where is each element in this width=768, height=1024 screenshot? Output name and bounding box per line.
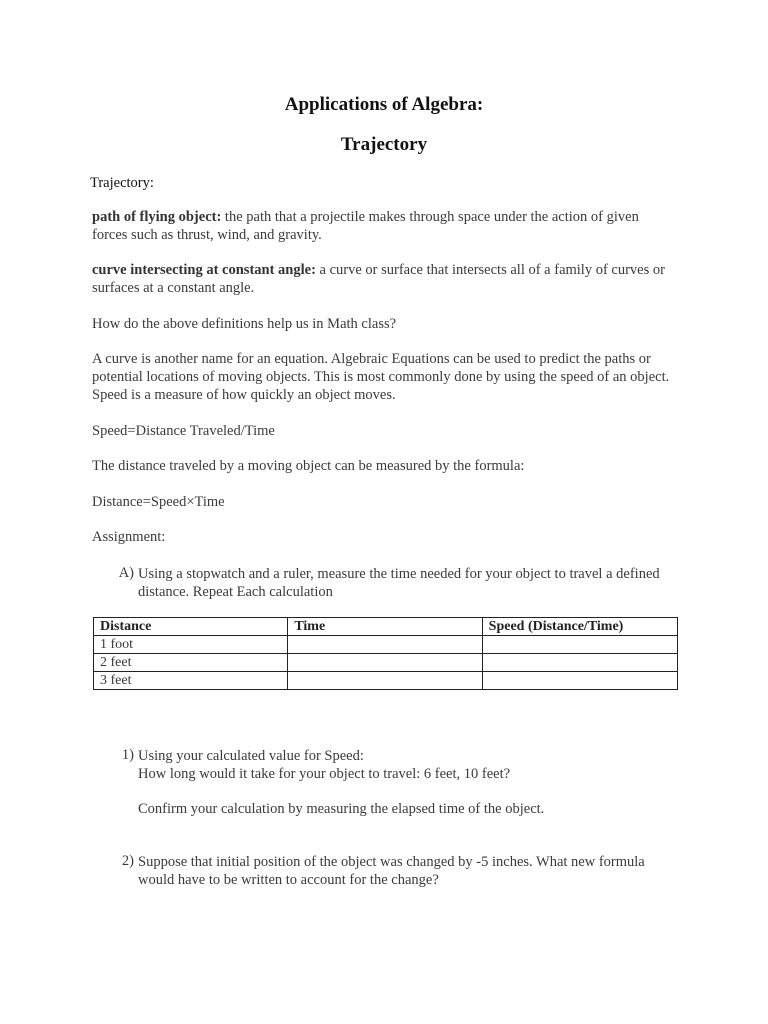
section-heading: Trajectory:	[90, 175, 154, 191]
table-header-distance: Distance	[94, 618, 288, 636]
table-row	[94, 672, 678, 690]
table-cell-speed	[482, 672, 677, 690]
definition-2-term: curve intersecting at constant angle:	[92, 262, 316, 278]
table-header-speed: Speed (Distance/Time)	[482, 618, 677, 636]
table-header-time: Time	[288, 618, 482, 636]
item-a-text: Using a stopwatch and a ruler, measure the time needed for your object to travel a defined distance. Repeat Each calculation	[138, 566, 660, 600]
table-cell-distance: 3 feet	[94, 672, 288, 690]
item-1-line-1: Using your calculated value for Speed:	[138, 748, 364, 764]
item-1-marker: 1)	[121, 747, 134, 763]
table-cell-time	[288, 636, 482, 654]
definition-1-text: the path that a projectile makes through space under the action of given forces such as thrust, wind, and gravity.	[92, 209, 639, 243]
table-cell-time	[288, 654, 482, 672]
table-cell-speed	[482, 636, 677, 654]
item-1-line-3: Confirm your calculation by measuring the elapsed time of the object.	[138, 801, 545, 817]
explanation-paragraph: A curve is another name for an equation. Algebraic Equations can be used to predict the paths or potential locations of moving objects. This is most commonly done by using the speed of an object. Speed is a measure of how quickly an object moves.	[92, 351, 670, 403]
definition-1	[92, 208, 672, 244]
doc-title: Applications of Algebra:	[284, 94, 484, 115]
definition-2	[92, 261, 682, 297]
item-2-text: Suppose that initial position of the object was changed by -5 inches. What new formula would have to be written to account for the change?	[138, 854, 645, 888]
table-cell-time	[288, 672, 482, 690]
table-header-row	[94, 618, 678, 636]
speed-formula: Speed=Distance Traveled/Time	[92, 423, 275, 439]
item-2-marker: 2)	[121, 853, 134, 869]
table-cell-distance: 1 foot	[94, 636, 288, 654]
definition-2-text: a curve or surface that intersects all of a family of curves or surfaces at a constant angle.	[92, 262, 665, 296]
distance-formula: Distance=Speed×Time	[92, 494, 225, 510]
question-text: How do the above definitions help us in Math class?	[92, 316, 397, 332]
item-1-line-2: How long would it take for your object to travel: 6 feet, 10 feet?	[138, 766, 511, 782]
assignment-label: Assignment:	[92, 529, 166, 545]
item-a-marker: A)	[118, 565, 134, 581]
distance-intro: The distance traveled by a moving object can be measured by the formula:	[92, 458, 525, 474]
doc-subtitle: Trajectory	[340, 134, 428, 155]
table-cell-speed	[482, 654, 677, 672]
table-cell-distance: 2 feet	[94, 654, 288, 672]
definition-1-term: path of flying object:	[92, 209, 222, 225]
table-row	[94, 654, 678, 672]
table-row	[94, 636, 678, 654]
measurement-table	[93, 617, 678, 690]
